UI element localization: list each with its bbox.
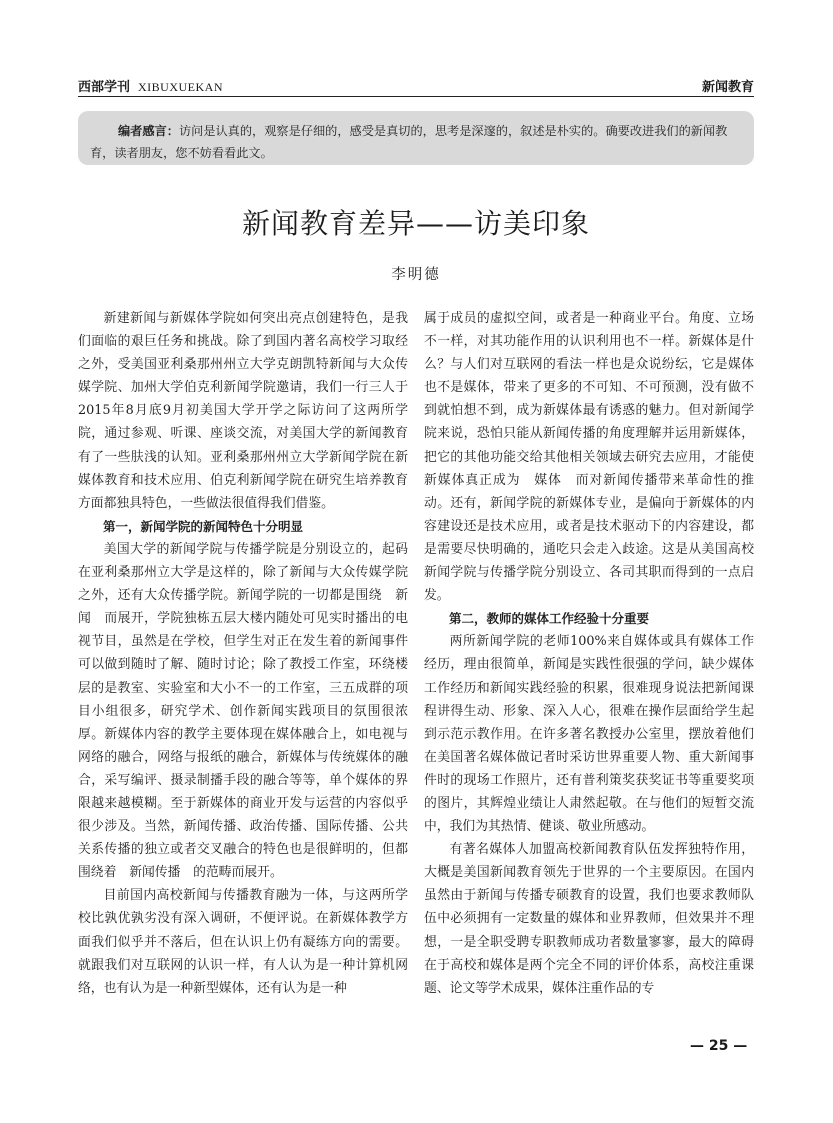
left-column <box>78 307 408 1000</box>
body-paragraph: 两所新闻学院的老师100%来自媒体或具有媒体工作经历，理由很简单，新闻是实践性很强的学问，缺少媒体工作经历和新闻实践经验的积累，很难现身说法把新闻课程讲得生动、形象、深入人心，很难在操作层面给学生起到示范示教作用。在许多著名教授办公室里，摆放着他们在美国著名媒体做记者时采访世界重要人物、重大新闻事件时的现场工作照片，还有普利策奖获奖证书等重要奖项的图片，其辉煌业绩让人肃然起敬。在与他们的短暂交流中，我们为其热情、健谈、敬业所感动。 <box>424 634 754 835</box>
body-paragraph: 属于成员的虚拟空间，或者是一种商业平台。角度、立场不一样，对其功能作用的认识利用也不一样。新媒体是什么？与人们对互联网的看法一样也是众说纷纭，它是媒体也不是媒体，带来了更多的不可知、不可预测，没有做不到就怕想不到，成为新媒体最有诱惑的魅力。但对新闻学院来说，恐怕只能从新闻传播的角度理解并运用新媒体，把它的其他功能交给其他相关领域去研究去应用，才能使新媒体真正成为 媒体 而对新闻传播带来革命性的推动。还有，新闻学院的新媒体专业，是偏向于新媒体的内容建设还是技术应用，或者是技术驱动下的内容建设，都是需要尽快明确的，通吃只会走入歧途。这是从美国高校新闻学院与传播学院分别设立、各司其职而得到的一点启发。 <box>424 311 754 604</box>
editor-foreword-box <box>78 111 754 165</box>
body-paragraph: 新建新闻与新媒体学院如何突出亮点创建特色，是我们面临的艰巨任务和挑战。除了到国内著名高校学习取经之外，受美国亚利桑那州州立大学克朗凯特新闻与大众传媒学院、加州大学伯克利新闻学院邀请，我们一行三人于2015年8月底9月初美国大学开学之际访问了这两所学院，通过参观、听课、座谈交流，对美国大学的新闻教育有了一些肤浅的认知。亚利桑那州州立大学新闻学院在新媒体教育和技术应用、伯克利新闻学院在研究生培养教育方面都独具特色，一些做法很值得我们借鉴。 <box>78 311 408 511</box>
article-author: 李明德 <box>391 267 441 283</box>
section-name: 新闻教育 <box>701 80 754 95</box>
journal-name-cn: 西部学刊 <box>78 80 131 95</box>
body-paragraph: 有著名媒体人加盟高校新闻教育队伍发挥独特作用，大概是美国新闻教育领先于世界的一个主要原因。在国内虽然由于新闻与传播专硕教育的设置，我们也要求教师队伍中必须拥有一定数量的媒体和业界教师，但效果并不理想，一是全职受聘专职教师成功者数量寥寥，最大的障碍在于高校和媒体是两个完全不同的评价体系，高校注重课题、论文等学术成果，媒体注重作品的专 <box>424 842 754 996</box>
section-heading: 第一，新闻学院的新闻特色十分明显 <box>103 518 304 534</box>
foreword-text: 访问是认真的，观察是仔细的，感受是真切的，思考是深邃的，叙述是朴实的。确要改进我们的新闻教育，读者朋友，您不妨看看此文。 <box>90 124 728 160</box>
foreword-label: 编者感言： <box>118 124 179 138</box>
body-paragraph: 目前国内高校新闻与传播教育融为一体，与这两所学校比孰优孰劣没有深入调研，不便评说。在新媒体教学方面我们似乎并不落后，但在认识上仍有凝练方向的需要。就跟我们对互联网的认识一样，有人认为是一种计算机网络，也有认为是一种新型媒体，还有认为是一种 <box>78 888 408 996</box>
page-number: — 25 — <box>690 1038 748 1054</box>
journal-name <box>78 76 223 95</box>
section-heading: 第二，教师的媒体工作经验十分重要 <box>449 611 650 627</box>
journal-name-en: XIBUXUEKAN <box>138 80 224 94</box>
body-paragraph: 美国大学的新闻学院与传播学院是分别设立的，起码在亚利桑那州立大学是这样的，除了新闻与大众传媒学院之外，还有大众传播学院。新闻学院的一切都是围绕 新闻 而展开，学院独栋五层大楼内随处可见实时播出的电视节目，虽然是在学校，但学生对正在发生着的新闻事件可以做到随时了解、随时讨论；除了教授工作室，环绕楼层的是教室、实验室和大小不一的工作室，三五成群的项目小组很多，研究学术、创作新闻实践项目的氛围很浓厚。新媒体内容的教学主要体现在媒体融合上，如电视与网络的融合，网络与报纸的融合，新媒体与传统媒体的融合，采写编评、摄录制播手段的融合等等，单个媒体的界限越来越模糊。至于新媒体的商业开发与运营的内容似乎很少涉及。当然，新闻传播、政治传播、国际传播、公共关系传播的独立或者交叉融合的特色也是很鲜明的，但都围绕着 新闻传播 的范畴而展开。 <box>78 541 408 881</box>
running-header <box>78 76 754 97</box>
article-title: 新闻教育差异——访美印象 <box>241 207 590 240</box>
right-column <box>424 307 754 1000</box>
